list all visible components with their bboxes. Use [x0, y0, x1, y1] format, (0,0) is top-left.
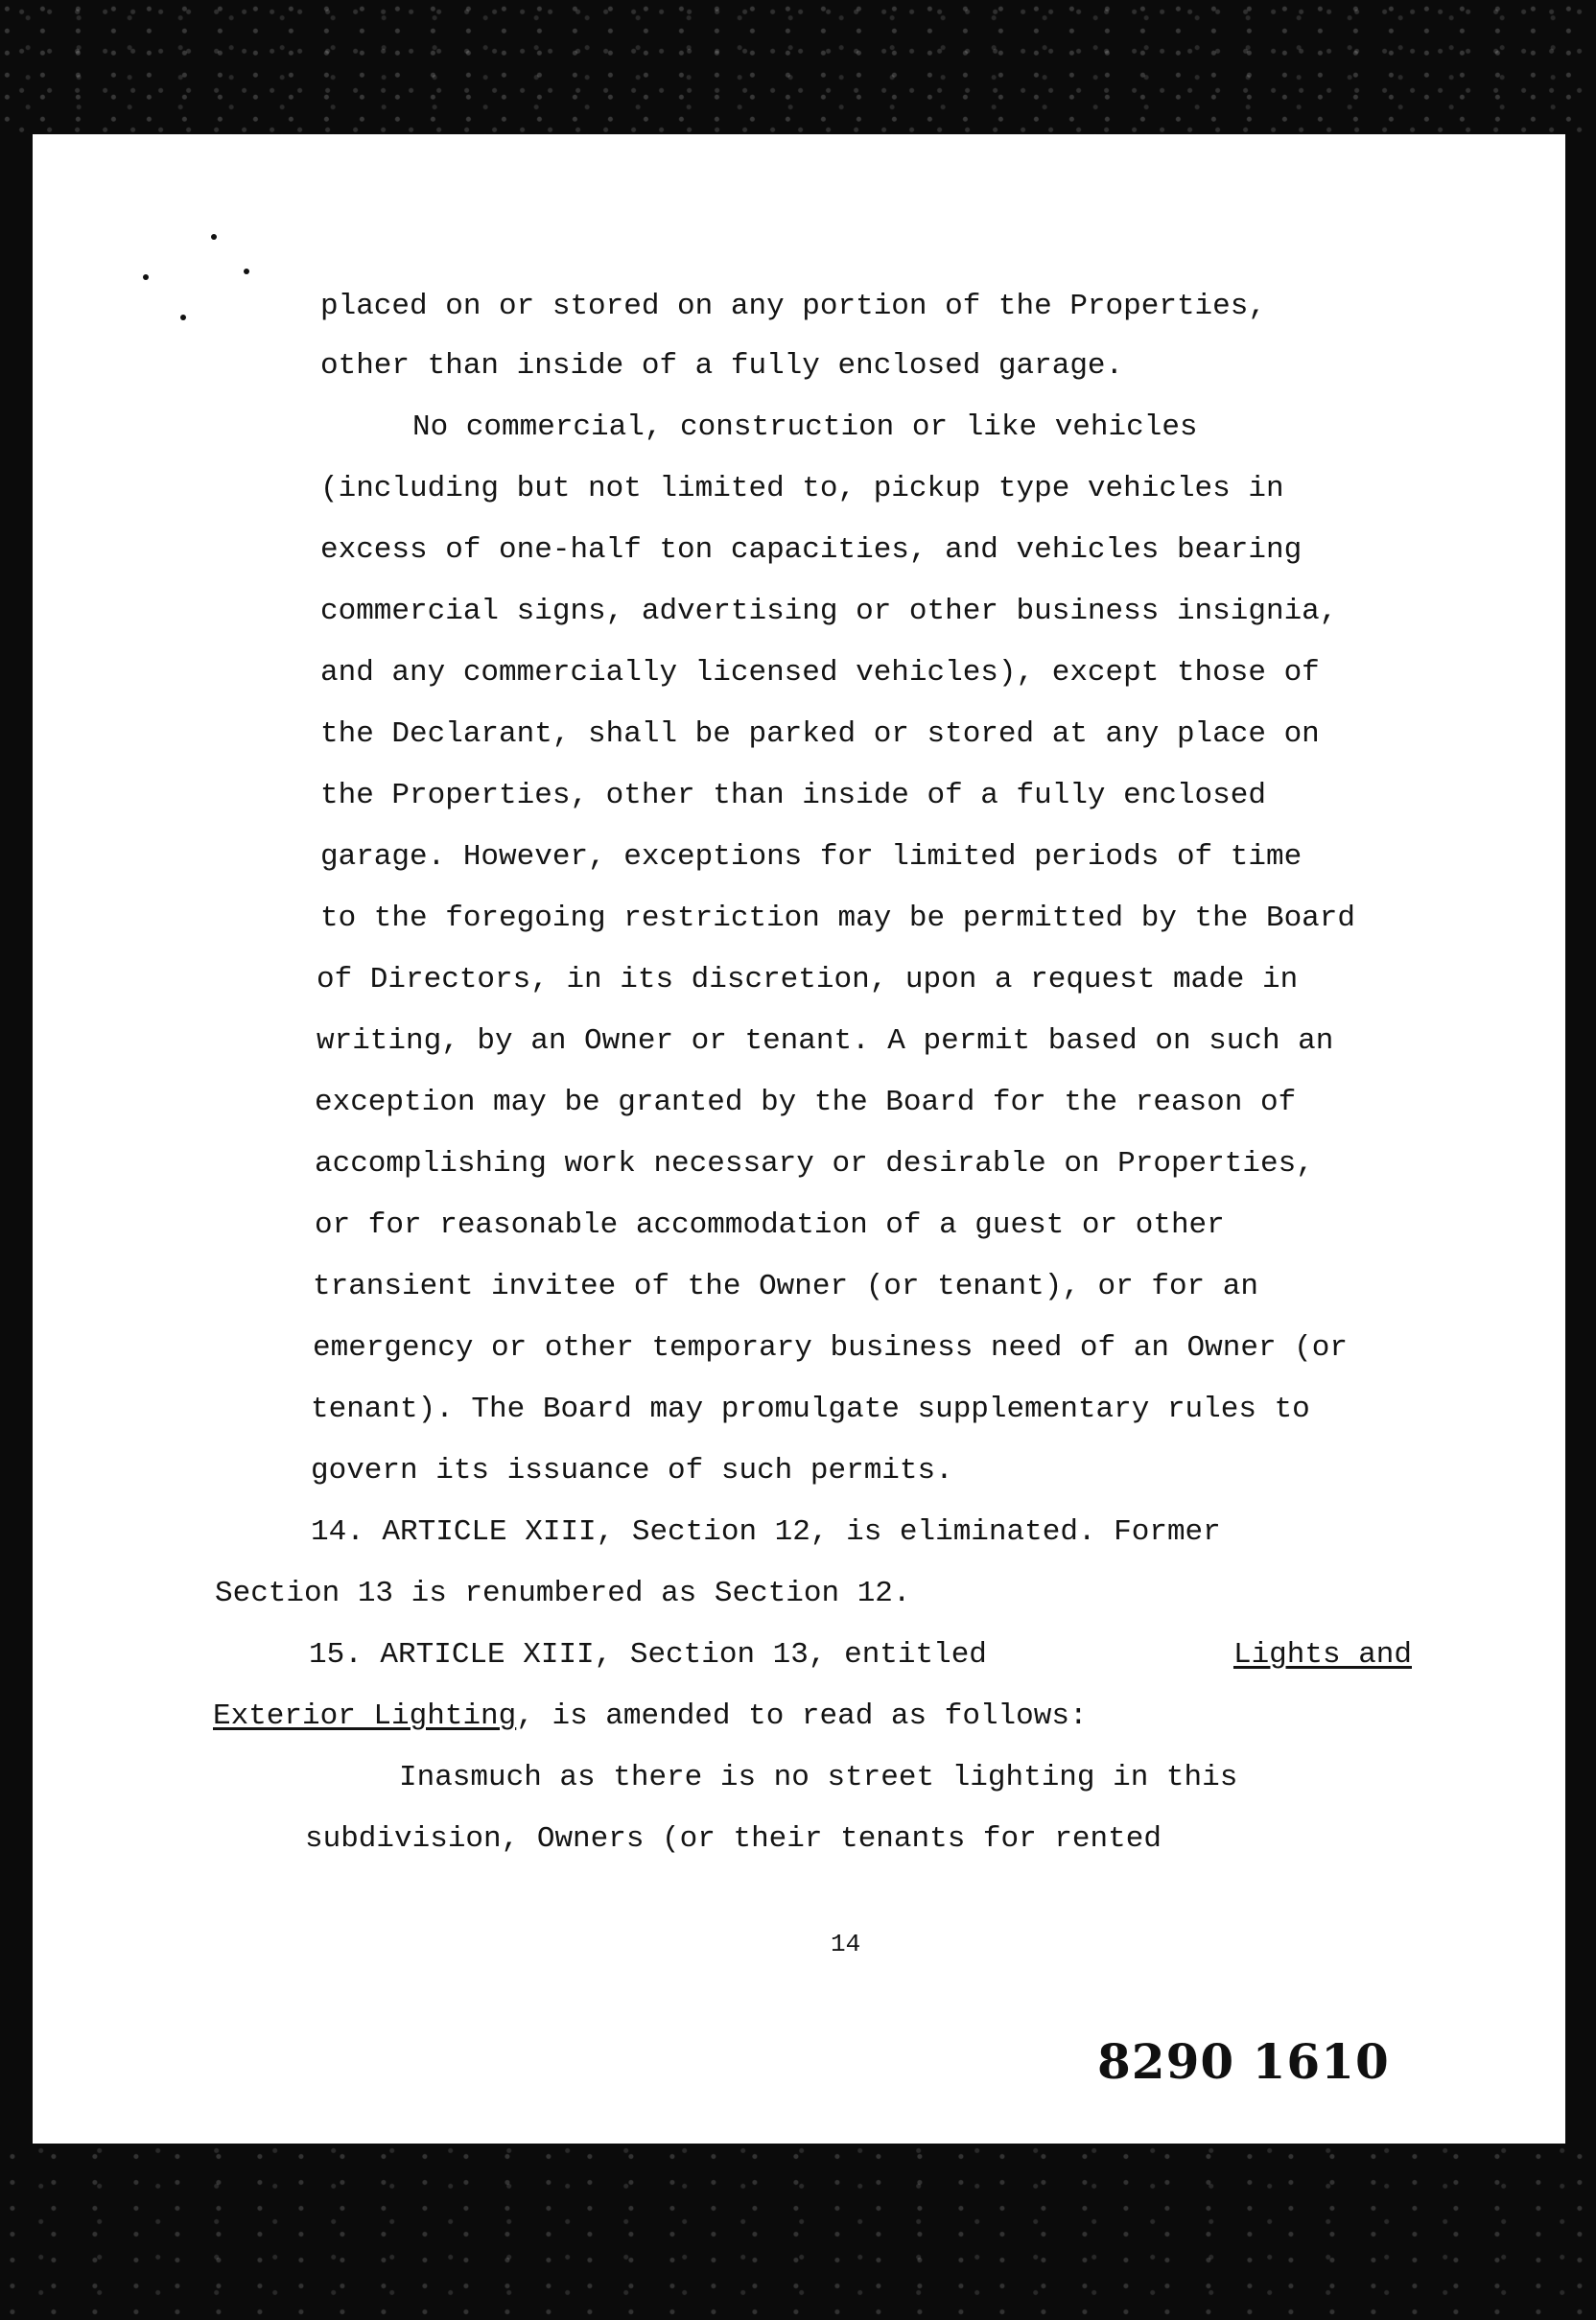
scan-speck [180, 315, 186, 320]
text-line: Section 13 is renumbered as Section 12. [215, 1577, 911, 1610]
text-line: 15. ARTICLE XIII, Section 13, entitled Lights and [309, 1636, 1412, 1675]
scan-speck [244, 269, 249, 274]
text-line: placed on or stored on any portion of the Properties, [320, 290, 1266, 323]
text-line: emergency or other temporary business need of an Owner (or [313, 1331, 1348, 1365]
text-line: tenant). The Board may promulgate supplementary rules to [311, 1393, 1310, 1426]
text-line: or for reasonable accommodation of a guest or other [315, 1208, 1225, 1242]
underlined-heading-part: Exterior Lighting [213, 1699, 517, 1733]
document-page [33, 134, 1565, 2144]
scan-border-top [0, 0, 1596, 134]
text-line: the Declarant, shall be parked or stored at any place on [320, 717, 1320, 751]
text-line: the Properties, other than inside of a fully enclosed [320, 779, 1266, 812]
text-line: writing, by an Owner or tenant. A permit based on such an [317, 1024, 1334, 1058]
scan-speck [143, 274, 149, 280]
document-code: 8290 1610 [1097, 2033, 1390, 2090]
scan-border-bottom [0, 2144, 1596, 2320]
text-line: 14. ARTICLE XIII, Section 12, is eliminated. Former [311, 1515, 1221, 1549]
text-line: of Directors, in its discretion, upon a request made in [317, 963, 1299, 996]
text-line: and any commercially licensed vehicles), except those of [320, 656, 1320, 690]
text-line: exception may be granted by the Board for the reason of [315, 1086, 1297, 1119]
text-line: accomplishing work necessary or desirable on Properties, [315, 1147, 1314, 1181]
underlined-heading-part: Lights and [1232, 1638, 1412, 1672]
text-line: commercial signs, advertising or other business insignia, [320, 595, 1338, 628]
text-line: (including but not limited to, pickup type vehicles in [320, 472, 1284, 505]
text-line: to the foregoing restriction may be permitted by the Board [320, 902, 1355, 935]
scan-speck [211, 234, 217, 240]
text-line: transient invitee of the Owner (or tenant), or for an [313, 1270, 1258, 1303]
page-number: 14 [831, 1930, 861, 1958]
text-line: garage. However, exceptions for limited periods of time [320, 840, 1303, 874]
text-line: govern its issuance of such permits. [311, 1454, 953, 1488]
text-line: Exterior Lighting , is amended to read as follows: [213, 1698, 1412, 1736]
text-line: subdivision, Owners (or their tenants for rented [305, 1822, 1162, 1856]
text-line: other than inside of a fully enclosed garage. [320, 349, 1124, 383]
text-line: No commercial, construction or like vehicles [412, 410, 1198, 444]
text-line: Inasmuch as there is no street lighting in this [399, 1761, 1238, 1794]
text-line: excess of one-half ton capacities, and vehicles bearing [320, 533, 1303, 567]
